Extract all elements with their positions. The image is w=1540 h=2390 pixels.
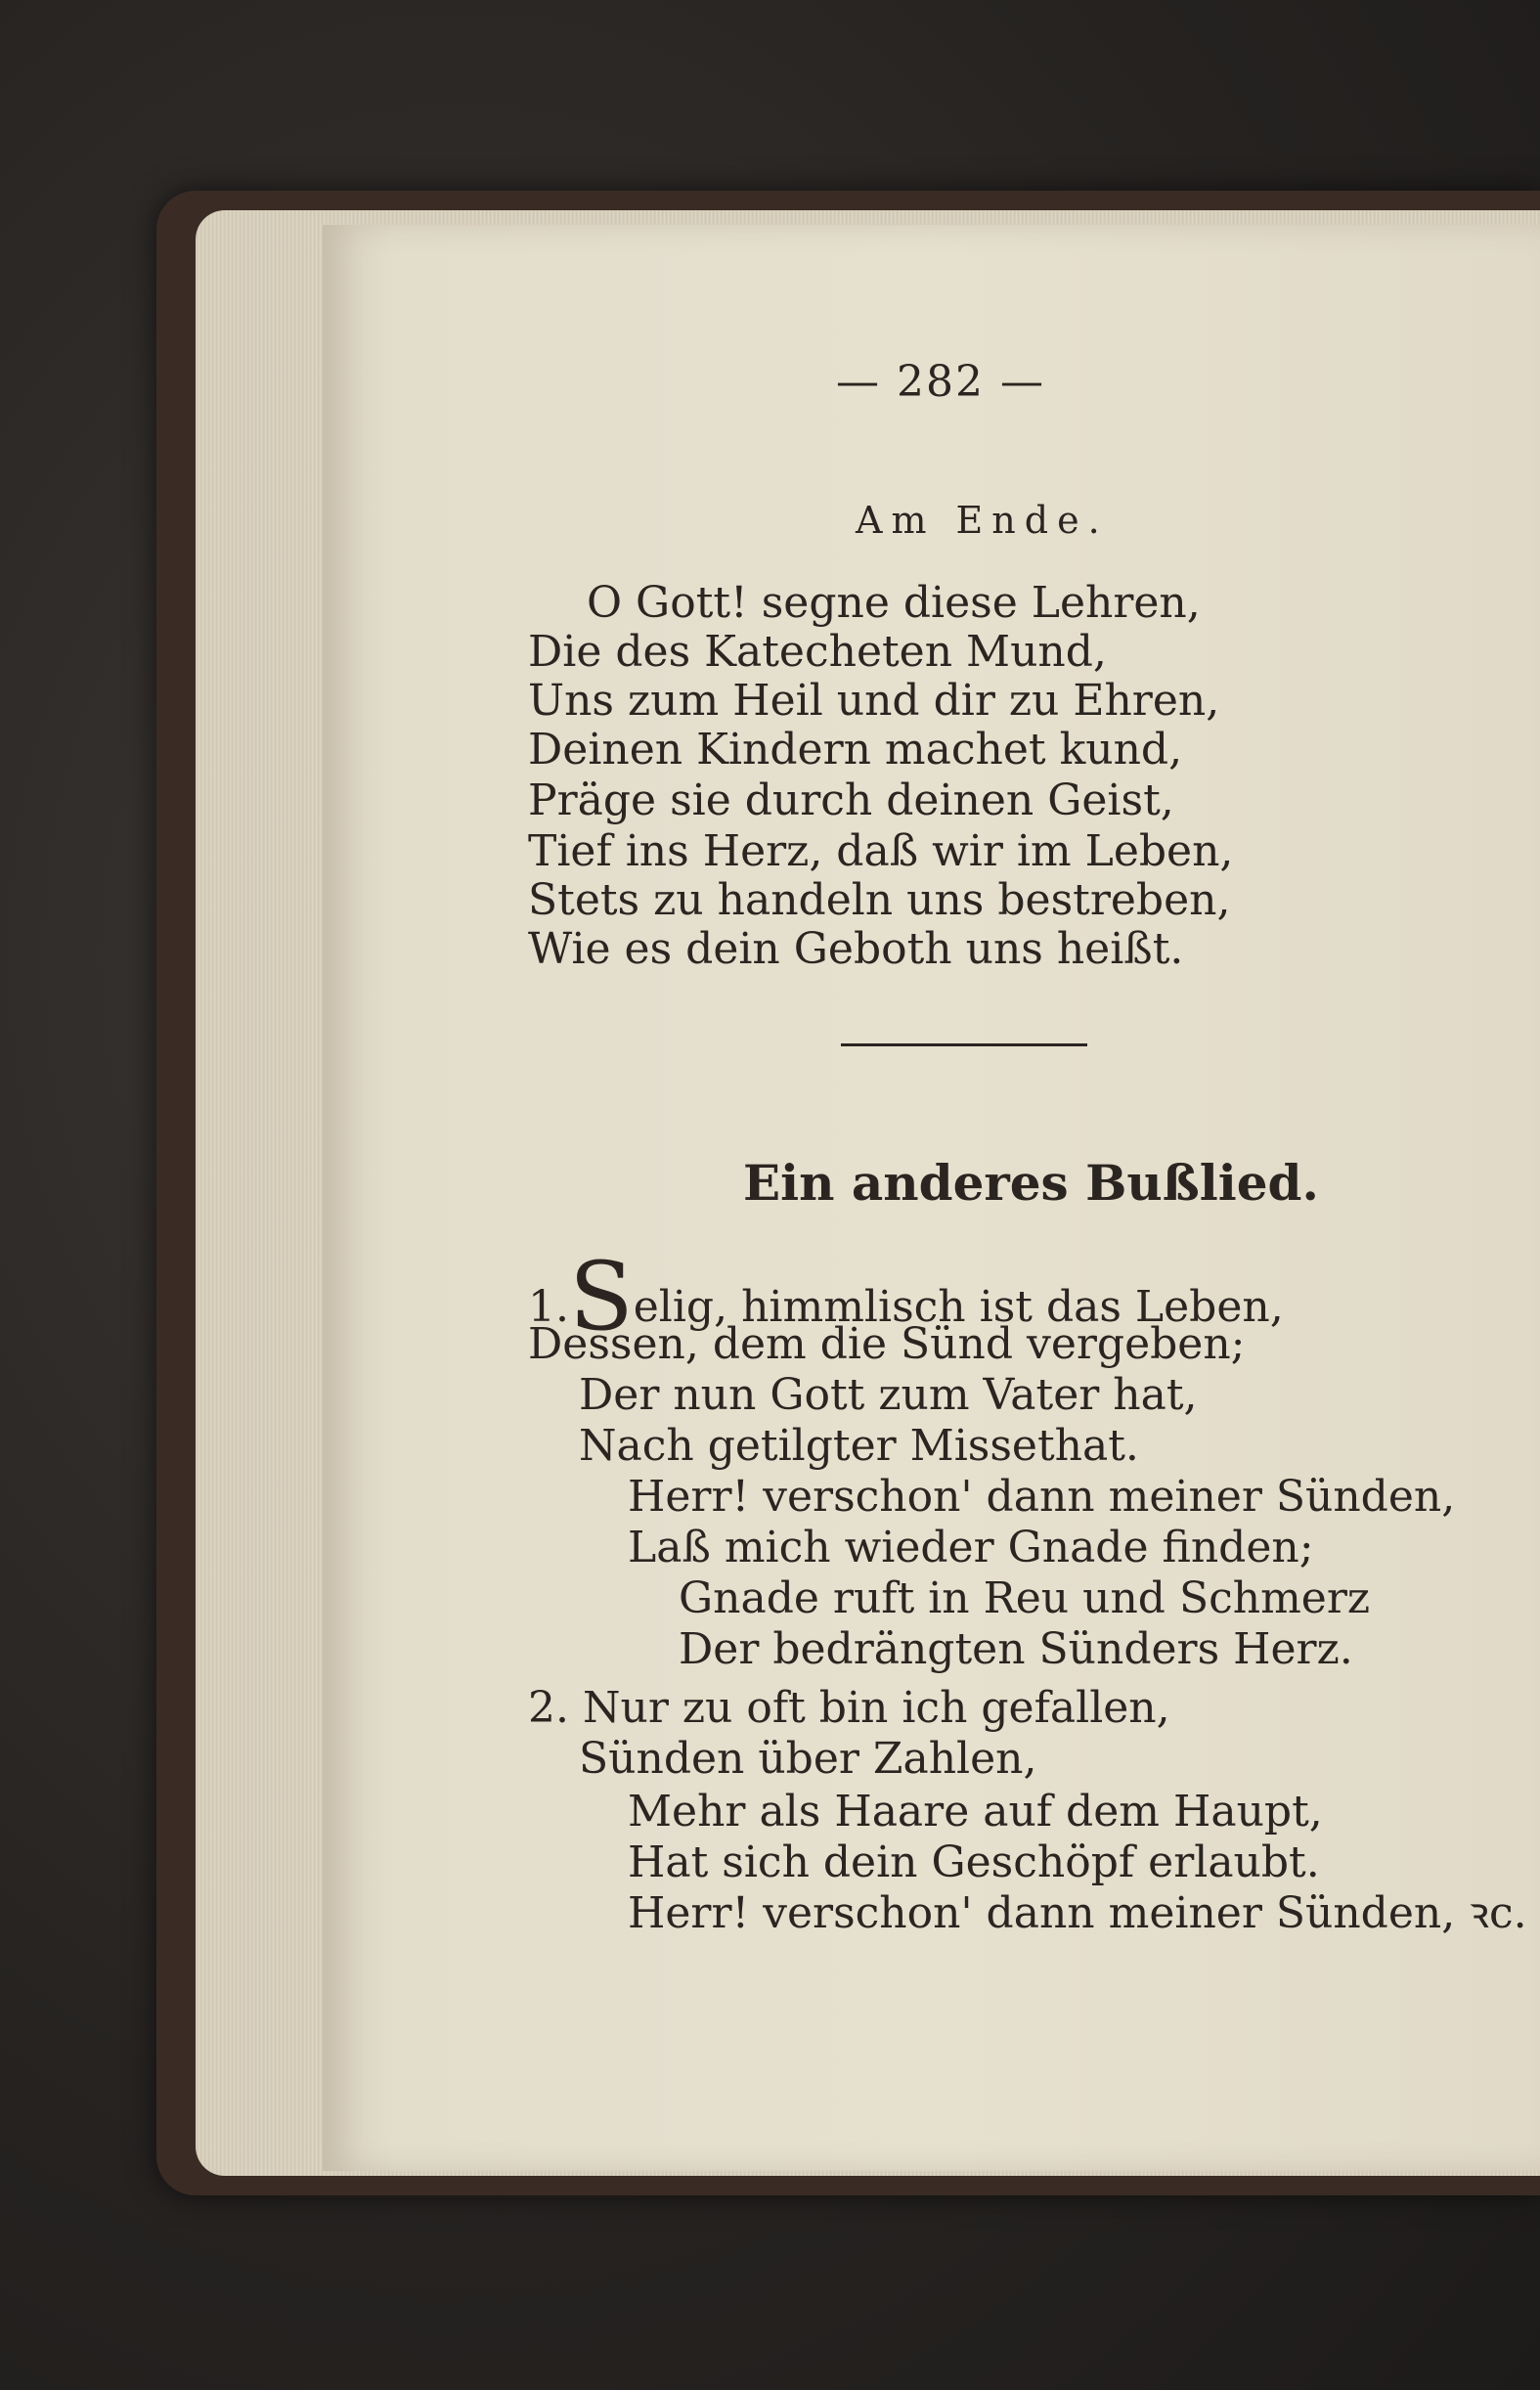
verse-line: Der nun Gott zum Vater hat,	[579, 1370, 1198, 1420]
verse-line: Nach getilgter Missethat.	[579, 1421, 1139, 1471]
prayer-line: Die des Katecheten Mund,	[528, 627, 1107, 677]
prayer-line: Stets zu handeln uns bestreben,	[528, 875, 1231, 925]
prayer-line: Deinen Kindern machet kund,	[528, 725, 1183, 775]
refrain-line: Herr! verschon' dann meiner Sünden, ꝛc.	[628, 1888, 1527, 1938]
refrain-line: Herr! verschon' dann meiner Sünden,	[628, 1472, 1456, 1522]
prayer-line: Wie es dein Geboth uns heißt.	[528, 924, 1184, 974]
prayer-line: Uns zum Heil und dir zu Ehren,	[528, 676, 1220, 726]
verse-first-line	[528, 1684, 1170, 1733]
drop-cap: S	[568, 1242, 634, 1351]
verse-line: Sünden über Zahlen,	[579, 1734, 1037, 1784]
page-number: — 282 —	[836, 357, 1045, 407]
verse-line: Hat sich dein Geschöpf erlaubt.	[628, 1837, 1320, 1887]
verse-line-text: elig, himmlisch ist das Leben,	[633, 1282, 1284, 1332]
section-title: Am Ende.	[856, 499, 1109, 542]
refrain-line: Laß mich wieder Gnade finden;	[628, 1523, 1314, 1572]
refrain-line: Gnade ruft in Reu und Schmerz	[679, 1573, 1371, 1623]
prayer-line: O Gott! segne diese Lehren,	[587, 578, 1201, 628]
verse-line: Dessen, dem die Sünd vergeben;	[528, 1319, 1246, 1369]
prayer-line: Präge sie durch deinen Geist,	[528, 775, 1174, 825]
refrain-line: Der bedrängten Sünders Herz.	[679, 1624, 1353, 1674]
verse-line-text: Nur zu oft bin ich gefallen,	[582, 1683, 1170, 1733]
verse-number: 2.	[528, 1683, 569, 1733]
verse-line: Mehr als Haare auf dem Haupt,	[628, 1787, 1323, 1837]
verse-number: 1.	[528, 1282, 569, 1332]
prayer-line: Tief ins Herz, daß wir im Leben,	[528, 826, 1234, 876]
song-title: Ein anderes Bußlied.	[743, 1154, 1319, 1212]
divider-rule	[841, 1043, 1087, 1046]
